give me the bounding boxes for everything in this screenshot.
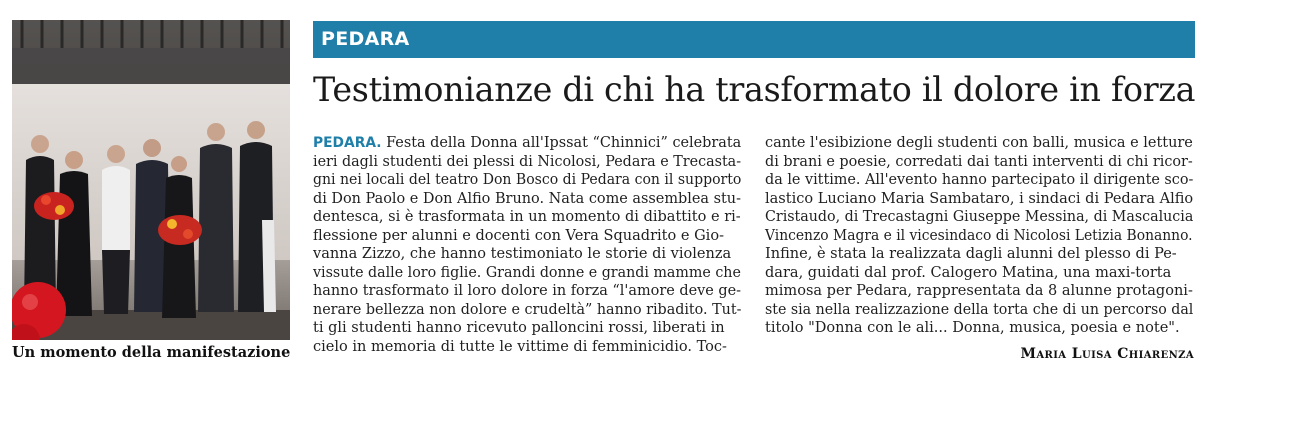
article-line xyxy=(313,319,741,338)
article-line xyxy=(313,245,741,264)
article-line xyxy=(765,300,1194,320)
article-line-text: Vincenzo Magra e il vicesindaco di Nicolosi Letizia Bonanno. xyxy=(765,226,1193,244)
article-line-text: nerare bellezza non dolore e crudeltà” hanno ribadito. Tut- xyxy=(313,300,742,318)
article-line xyxy=(765,208,1194,227)
article-line xyxy=(313,227,741,246)
article-line-text: ste sia nella realizzazione della torta che di un percorso dal xyxy=(765,300,1194,318)
article-line-text: lastico Luciano Maria Sambataro, i sindaci di Pedara Alfio xyxy=(765,189,1194,207)
article-line xyxy=(765,245,1193,264)
article-line-text: da le vittime. All'evento hanno partecipato il dirigente sco- xyxy=(765,171,1194,189)
article-line xyxy=(313,189,741,209)
article-line-text: di Don Paolo e Don Alfio Bruno. Nata come assemblea stu- xyxy=(313,189,741,207)
section-band xyxy=(313,21,1195,58)
article-line-text: flessione per alunni e docenti con Vera Squadrito e Gio- xyxy=(313,226,725,244)
photo-caption: Un momento della manifestazione xyxy=(12,344,291,361)
article-line xyxy=(313,282,742,301)
article-photo xyxy=(12,20,290,340)
article-line xyxy=(313,152,742,172)
article-line-text: ti gli studenti hanno ricevuto palloncini rossi, liberati in xyxy=(313,319,725,337)
headline: Testimonianze di chi ha trasformato il dolore in forza xyxy=(313,70,1196,110)
article-column-2 xyxy=(765,134,1195,338)
article-line-text: mimosa per Pedara, rappresentata da 8 alunne protagoni- xyxy=(765,282,1193,300)
article-line-text: cielo in memoria di tutte le vittime di femminicidio. Toc- xyxy=(313,338,727,356)
article-line xyxy=(765,190,1193,209)
article-line-text: dara, guidati dal prof. Calogero Matina, una maxi-torta xyxy=(765,263,1172,281)
article-line-text: Festa della Donna all'Ipssat “Chinnici” celebrata xyxy=(386,134,742,151)
article-line xyxy=(313,300,742,320)
article-line xyxy=(765,264,1193,283)
article-line xyxy=(313,338,741,357)
article-line xyxy=(765,134,1191,153)
article-line-text: gni nei locali del teatro Don Bosco di Pedara con il supporto xyxy=(313,171,742,189)
article-line xyxy=(765,319,1193,338)
article-line-text: ieri dagli studenti dei plessi di Nicolosi, Pedara e Trecasta- xyxy=(313,152,742,170)
article-line-text: hanno trasformato il loro dolore in forza “l'amore deve ge- xyxy=(313,282,742,300)
article-line-text: vanna Zizzo, che hanno testimoniato le storie di violenza xyxy=(313,245,732,263)
photo-illustration xyxy=(12,20,290,340)
article-line-text: vissute dalle loro figlie. Grandi donne e grandi mamme che xyxy=(313,263,741,281)
article-line-text: Infine, è stata la realizzata dagli alunni del plesso di Pe- xyxy=(765,245,1177,263)
article-line xyxy=(313,208,741,227)
article-line xyxy=(765,152,1193,172)
article-line-text: cante l'esibizione degli studenti con balli, musica e letture xyxy=(765,134,1193,151)
article-line xyxy=(313,171,742,190)
article-kicker: PEDARA. xyxy=(313,135,382,151)
article-line xyxy=(765,226,1193,246)
article-line-text: di brani e poesie, corredati dai tanti interventi di chi ricor- xyxy=(765,152,1193,170)
section-label: PEDARA xyxy=(321,28,410,50)
byline: Maria Luisa Chiarenza xyxy=(1020,346,1194,362)
article-line-text: Cristaudo, di Trecastagni Giuseppe Messina, di Mascalucia xyxy=(765,208,1194,226)
article-column-1 xyxy=(313,134,743,357)
article-line xyxy=(765,171,1194,190)
article-line xyxy=(313,134,742,153)
article-line xyxy=(765,282,1193,301)
article-line-text: dentesca, si è trasformata in un momento di dibattito e ri- xyxy=(313,208,741,226)
article-line-text: titolo "Donna con le ali... Donna, musica, poesia e note". xyxy=(765,319,1180,337)
article-line xyxy=(313,263,741,283)
